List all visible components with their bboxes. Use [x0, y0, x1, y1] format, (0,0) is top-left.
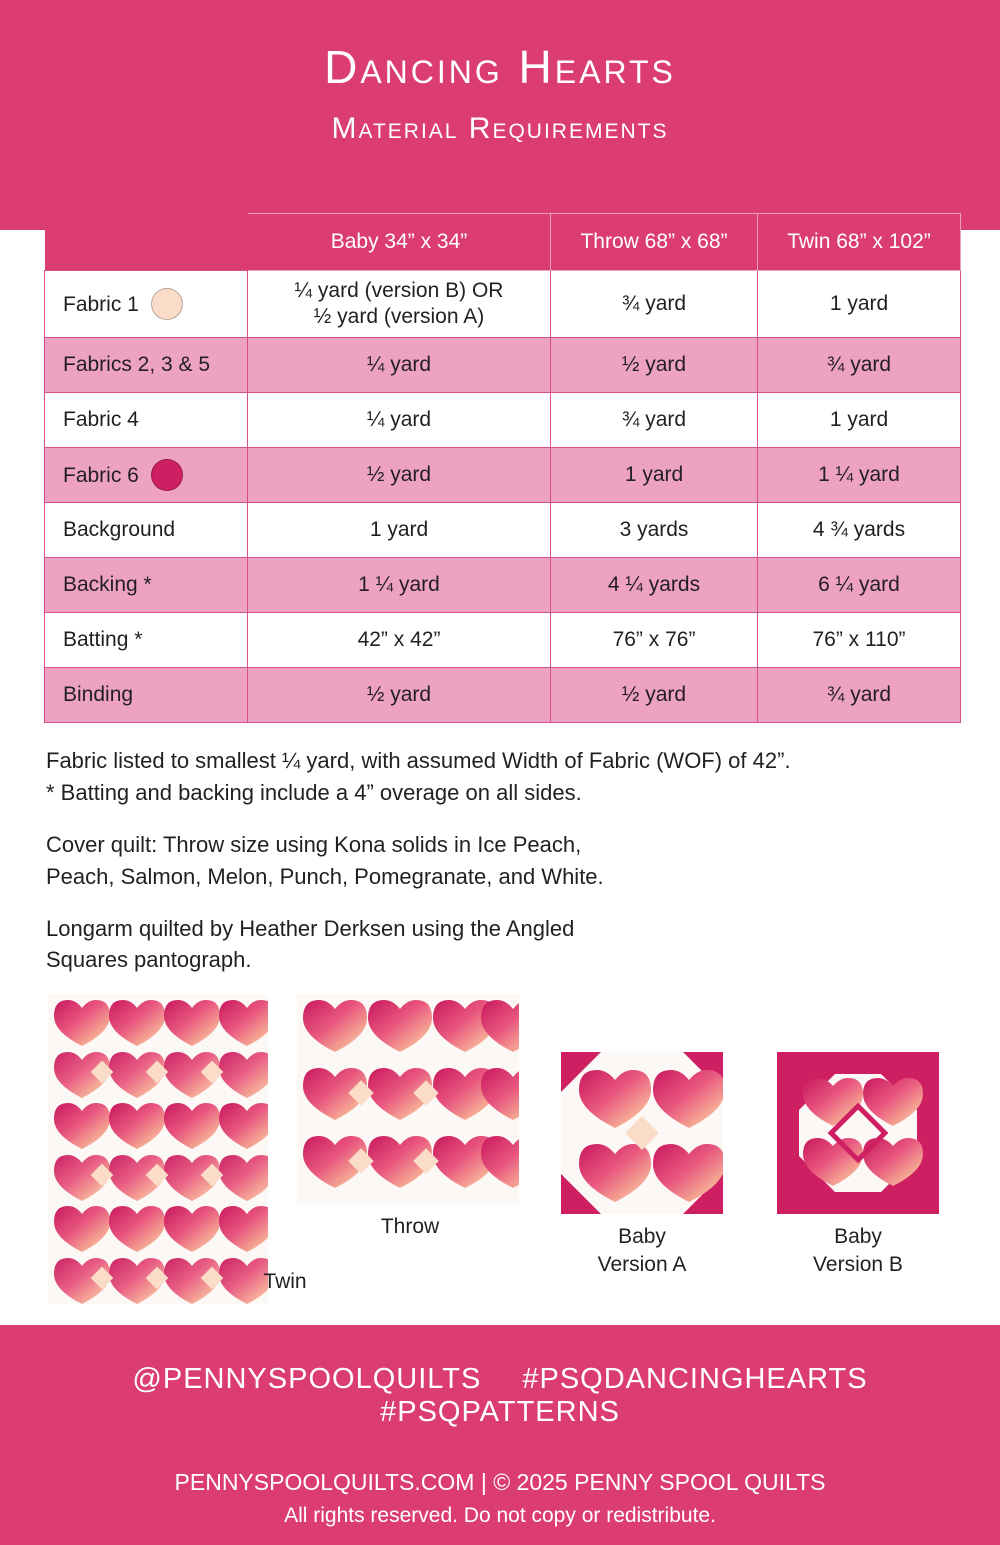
cell-throw: 76” x 76” [551, 613, 758, 668]
cell-twin: 4 ¾ yards [758, 503, 961, 558]
hashtag-dancinghearts[interactable]: #PSQDANCINGHEARTS [522, 1363, 868, 1395]
materials-table-wrapper [44, 213, 960, 723]
row-label-fabric-1 [45, 271, 248, 338]
cell-baby: ¼ yard [248, 338, 551, 393]
row-label-backing: Backing * [45, 558, 248, 613]
table-header-twin: Twin 68” x 102” [758, 214, 961, 271]
baby-a-quilt-caption [572, 1223, 712, 1280]
twin-quilt-diagram [48, 994, 268, 1304]
page-footer [0, 1325, 1000, 1545]
social-handles [0, 1363, 1000, 1429]
copyright-line: PENNYSPOOLQUILTS.COM | © 2025 PENNY SPOOL QUILTS [174, 1469, 826, 1495]
cell-baby [248, 271, 551, 338]
note-fabric-assumptions [46, 745, 946, 809]
page-header [0, 0, 1000, 230]
page-title: Dancing Hearts [324, 41, 676, 93]
note-line: * Batting and backing include a 4” overage on all sides. [46, 779, 582, 805]
row-label-text: Fabric 1 [63, 293, 139, 316]
row-label-text: Fabric 6 [63, 464, 139, 487]
note-line: Peach, Salmon, Melon, Punch, Pomegranate, and White. [46, 863, 604, 889]
cell-twin: 1 yard [758, 393, 961, 448]
table-row [45, 393, 961, 448]
table-header-blank [45, 214, 248, 271]
cell-throw: 4 ¼ yards [551, 558, 758, 613]
note-longarm-quilting [46, 913, 946, 977]
table-header-baby: Baby 34” x 34” [248, 214, 551, 271]
cell-throw: ½ yard [551, 668, 758, 723]
caption-line1: Baby [618, 1225, 666, 1248]
row-label-fabric-4: Fabric 4 [45, 393, 248, 448]
row-label-batting: Batting * [45, 613, 248, 668]
fabric-6-color-swatch [151, 459, 183, 491]
cell-throw: ¾ yard [551, 393, 758, 448]
table-row [45, 613, 961, 668]
cell-baby: 1 yard [248, 503, 551, 558]
note-line: Fabric listed to smallest ¼ yard, with assumed Width of Fabric (WOF) of 42”. [46, 748, 791, 773]
row-label-binding: Binding [45, 668, 248, 723]
cell-baby: ½ yard [248, 448, 551, 503]
quilt-diagrams [0, 980, 1000, 1310]
cell-twin: ¾ yard [758, 668, 961, 723]
cell-baby: ¼ yard [248, 393, 551, 448]
row-label-fabrics-235: Fabrics 2, 3 & 5 [45, 338, 248, 393]
cell-twin: 76” x 110” [758, 613, 961, 668]
caption-line1: Baby [834, 1225, 882, 1248]
table-row [45, 668, 961, 723]
twin-quilt-caption: Twin [263, 1270, 307, 1293]
baby-a-quilt-diagram [561, 1052, 723, 1214]
cell-baby: 1 ¼ yard [248, 558, 551, 613]
note-line: Longarm quilted by Heather Derksen using the Angled [46, 915, 575, 941]
page-subtitle: Material Requirements [331, 112, 669, 145]
cell-baby: ½ yard [248, 668, 551, 723]
fabric-1-color-swatch [151, 288, 183, 320]
row-label-fabric-6 [45, 448, 248, 503]
rights-line: All rights reserved. Do not copy or redistribute. [284, 1504, 716, 1527]
table-header-throw: Throw 68” x 68” [551, 214, 758, 271]
cell-throw: 3 yards [551, 503, 758, 558]
notes-section [46, 745, 946, 996]
caption-line2: Version B [813, 1253, 903, 1277]
cell-throw: 1 yard [551, 448, 758, 503]
baby-b-quilt-caption [788, 1223, 928, 1280]
caption-line2: Version A [597, 1253, 687, 1277]
table-row [45, 338, 961, 393]
throw-quilt-caption: Throw [380, 1215, 440, 1238]
table-row [45, 503, 961, 558]
cell-baby: 42” x 42” [248, 613, 551, 668]
baby-b-quilt-diagram [777, 1052, 939, 1214]
table-header-row [45, 214, 961, 271]
cell-throw: ½ yard [551, 338, 758, 393]
cell-twin: ¾ yard [758, 338, 961, 393]
table-row [45, 448, 961, 503]
cell-baby-line2: ½ yard (version A) [313, 305, 485, 328]
row-label-background: Background [45, 503, 248, 558]
note-cover-quilt [46, 829, 946, 893]
cell-throw: ¾ yard [551, 271, 758, 338]
hashtag-psqpatterns[interactable]: #PSQPATTERNS [380, 1396, 620, 1428]
cell-twin: 1 ¼ yard [758, 448, 961, 503]
materials-table [44, 213, 961, 723]
note-line: Squares pantograph. [46, 947, 252, 973]
cell-twin: 1 yard [758, 271, 961, 338]
note-line: Cover quilt: Throw size using Kona solids in Ice Peach, [46, 831, 582, 857]
cell-baby-line1: ¼ yard (version B) OR [294, 278, 504, 302]
instagram-handle[interactable]: @PENNYSPOOLQUILTS [132, 1363, 482, 1395]
cell-twin: 6 ¼ yard [758, 558, 961, 613]
throw-quilt-diagram [297, 994, 519, 1204]
table-row [45, 271, 961, 338]
table-row [45, 558, 961, 613]
